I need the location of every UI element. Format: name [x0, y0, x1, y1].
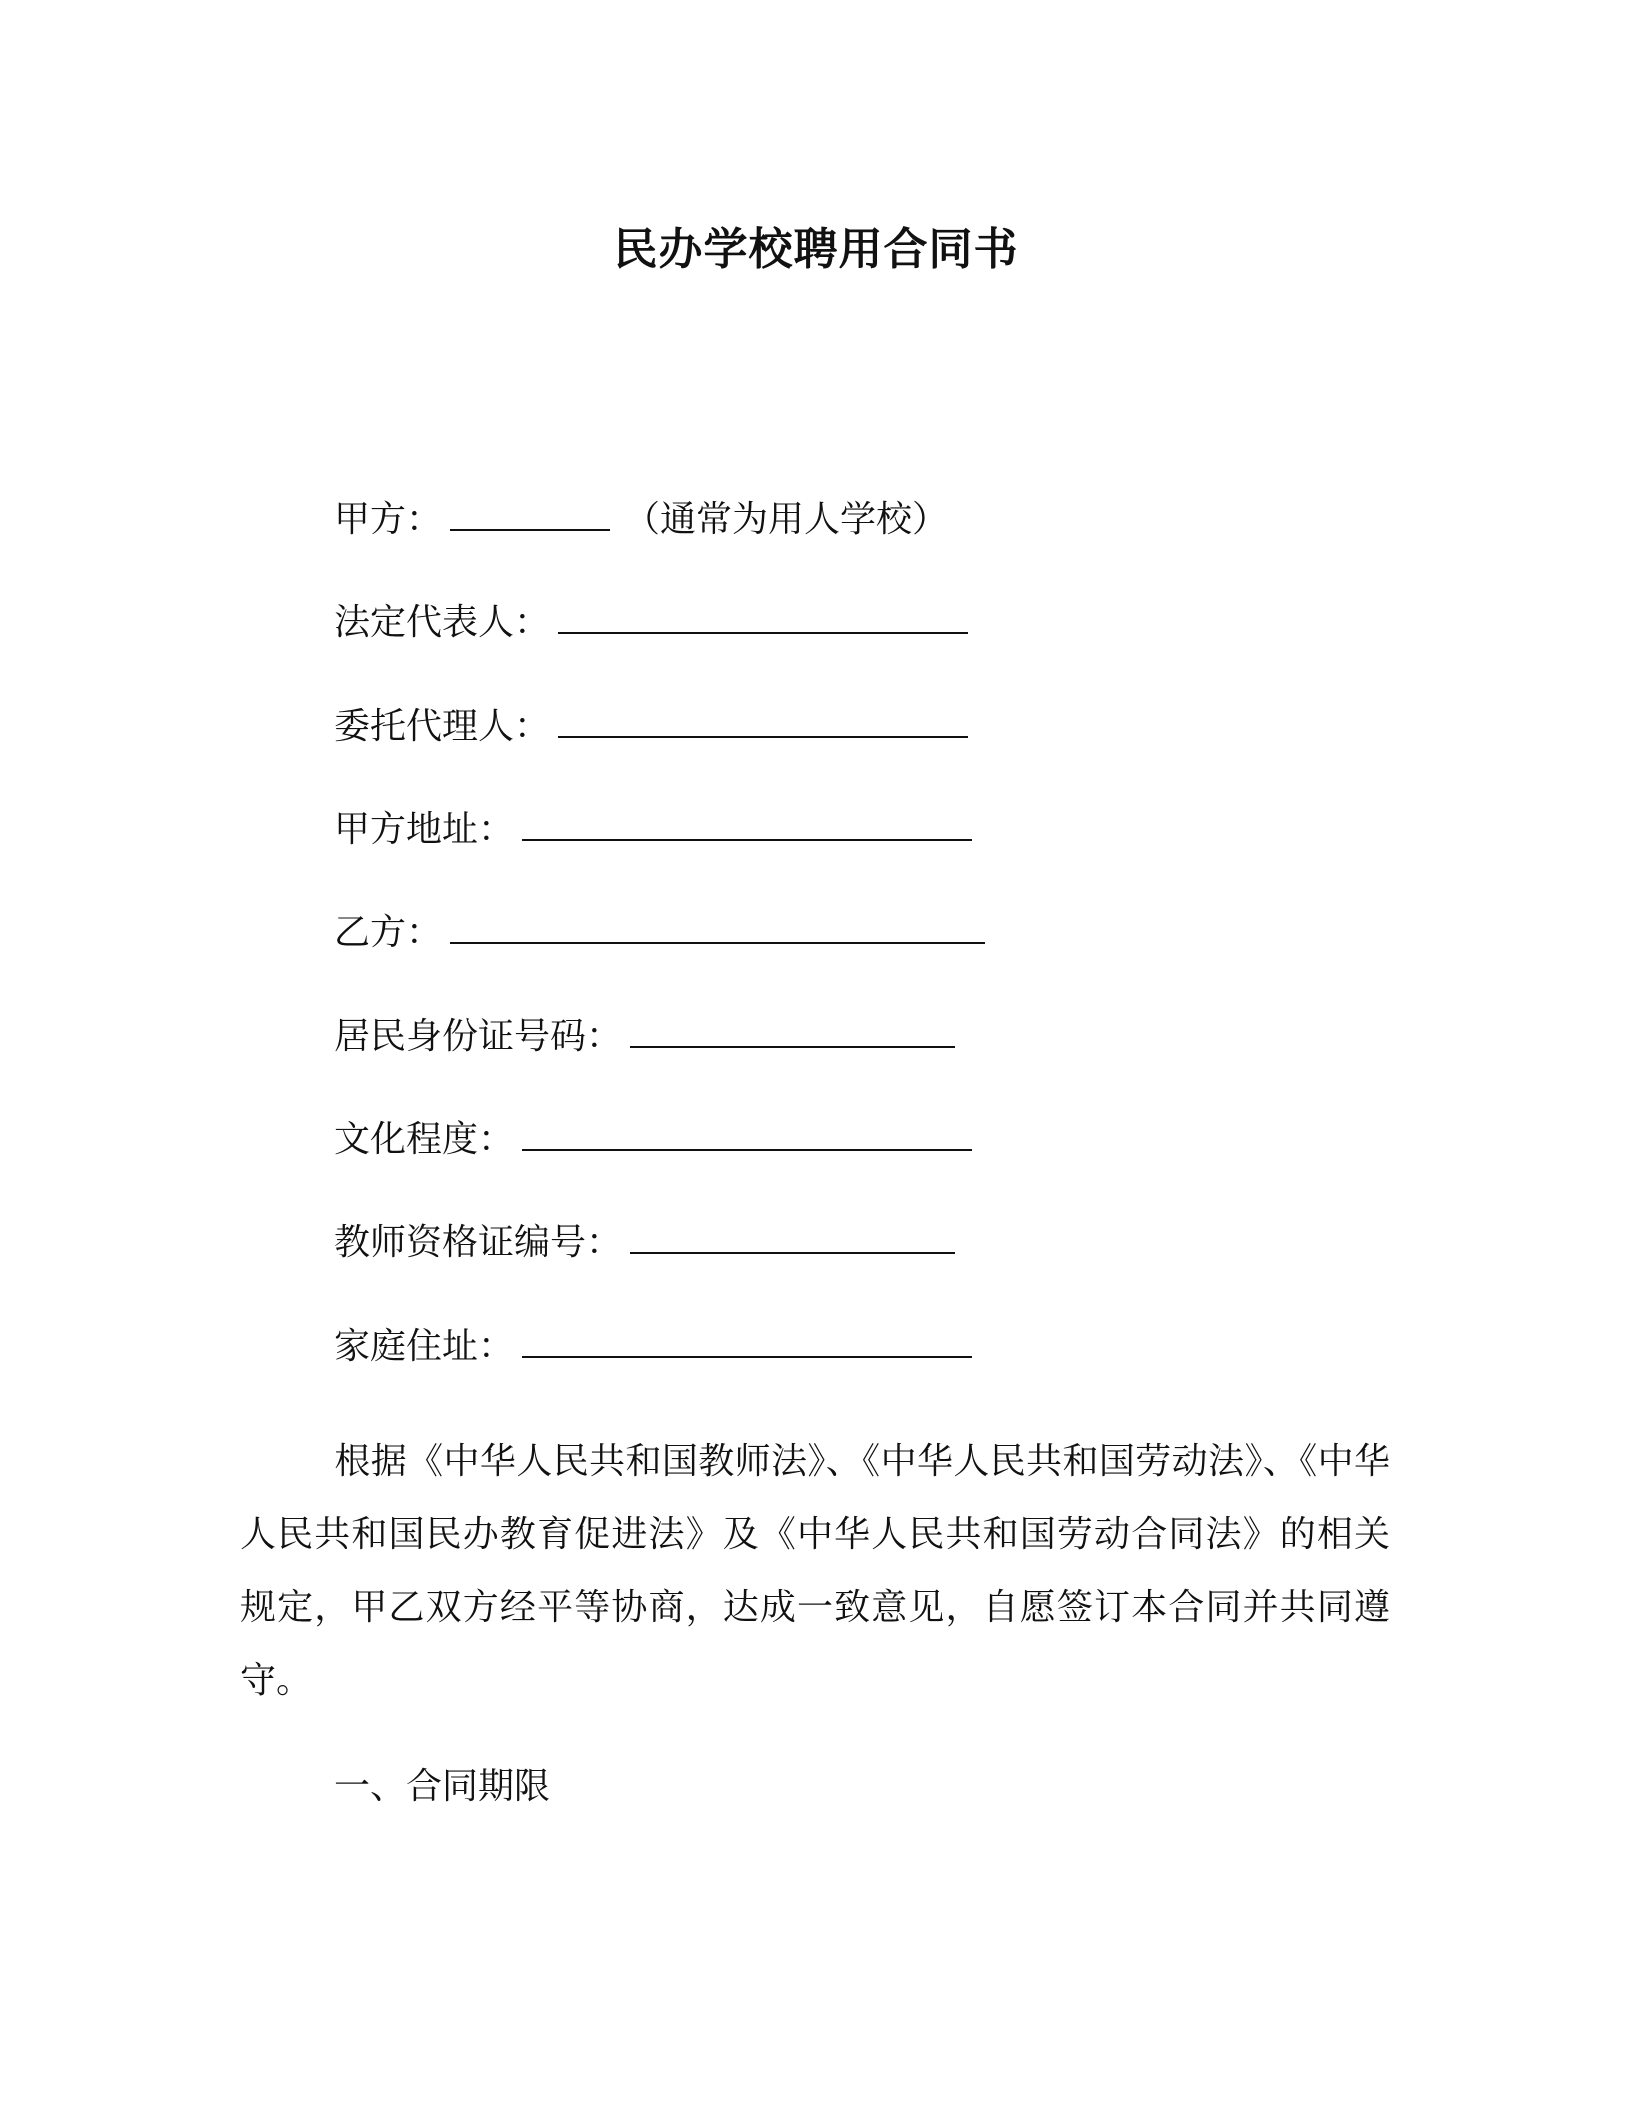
field-education	[334, 1115, 972, 1165]
blank-line[interactable]	[630, 1222, 955, 1254]
field-party-b	[334, 908, 985, 958]
document-title: 民办学校聘用合同书	[613, 224, 1019, 275]
blank-line[interactable]	[522, 1119, 972, 1151]
blank-line[interactable]	[630, 1016, 955, 1048]
field-label: 乙方：	[334, 912, 443, 953]
field-legal-representative	[334, 598, 968, 648]
preamble-text: 根据《中华人民共和国教师法》、《中华人民共和国劳动法》、《中华人民共和国民办教育促进法》及《中华人民共和国劳动合同法》的相关规定，甲乙双方经平等协商，达成一致意见，自愿签订本合同并共同遵守。	[240, 1441, 1390, 1701]
blank-line[interactable]	[558, 706, 968, 738]
field-label: 甲方：	[334, 499, 443, 540]
field-note: （通常为用人学校）	[624, 499, 949, 540]
field-label: 委托代理人：	[334, 706, 551, 747]
field-label: 教师资格证编号：	[334, 1222, 623, 1263]
field-party-a	[334, 495, 948, 545]
blank-line[interactable]	[450, 912, 985, 944]
field-label: 甲方地址：	[334, 809, 515, 850]
field-id-number	[334, 1012, 955, 1062]
field-party-a-address	[334, 805, 972, 855]
preamble-paragraph	[240, 1425, 1390, 1717]
section-heading: 一、合同期限	[334, 1766, 551, 1807]
field-label: 家庭住址：	[334, 1326, 515, 1367]
blank-line[interactable]	[558, 602, 968, 634]
field-label: 居民身份证号码：	[334, 1016, 623, 1057]
field-home-address	[334, 1322, 972, 1372]
blank-line[interactable]	[522, 1326, 972, 1358]
field-label: 法定代表人：	[334, 602, 551, 643]
blank-line[interactable]	[522, 809, 972, 841]
field-authorized-agent	[334, 702, 968, 752]
field-label: 文化程度：	[334, 1119, 515, 1160]
field-teacher-certificate	[334, 1218, 955, 1268]
blank-line[interactable]	[450, 499, 610, 531]
